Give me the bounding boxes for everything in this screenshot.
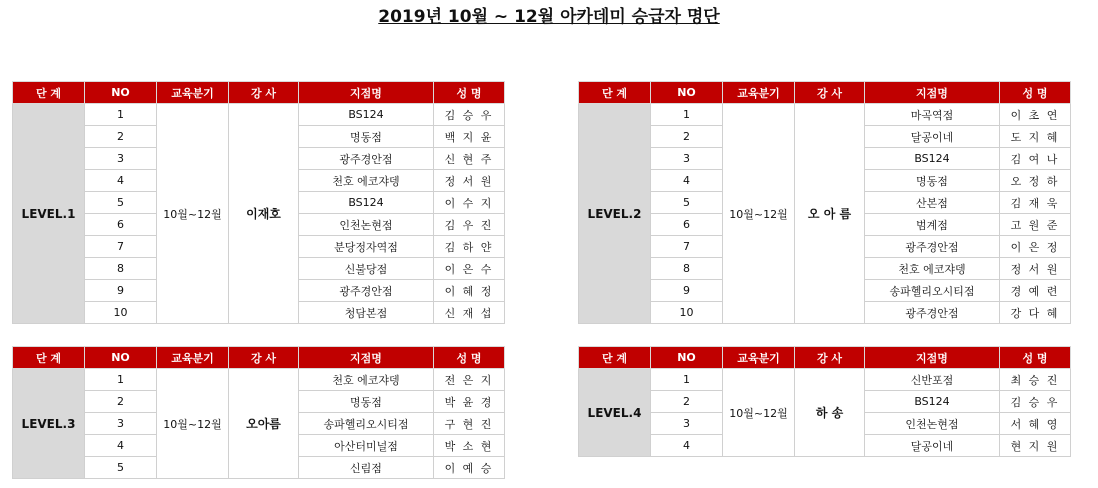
name-cell: 김 승 우 [434,104,505,126]
name-cell: 전 은 지 [434,369,505,391]
table-row [579,104,1071,126]
no-cell: 5 [85,192,157,214]
no-cell: 9 [85,280,157,302]
header-name: 성 명 [1000,82,1071,104]
no-cell: 4 [651,170,723,192]
header-quarter: 교육분기 [723,347,795,369]
level-3-table [12,346,505,479]
no-cell: 2 [651,126,723,148]
level-1-table [12,81,505,324]
name-cell: 김 승 우 [1000,391,1071,413]
branch-cell: 광주경안점 [299,148,434,170]
branch-cell: 송파헬리오시티점 [299,413,434,435]
instructor-cell: 오 아 름 [795,104,865,324]
no-cell: 6 [651,214,723,236]
header-branch: 지점명 [299,82,434,104]
branch-cell: BS124 [865,148,1000,170]
name-cell: 박 소 현 [434,435,505,457]
name-cell: 이 예 승 [434,457,505,479]
name-cell: 이 은 정 [1000,236,1071,258]
instructor-cell: 하 송 [795,369,865,457]
name-cell: 신 현 주 [434,148,505,170]
branch-cell: 광주경안점 [299,280,434,302]
level-cell: LEVEL.1 [13,104,85,324]
no-cell: 9 [651,280,723,302]
branch-cell: 광주경안점 [865,236,1000,258]
no-cell: 3 [85,413,157,435]
name-cell: 이 혜 정 [434,280,505,302]
quarter-cell: 10월~12월 [723,104,795,324]
name-cell: 오 정 하 [1000,170,1071,192]
header-instructor: 강 사 [795,82,865,104]
name-cell: 강 다 혜 [1000,302,1071,324]
header-level: 단 계 [13,82,85,104]
header-name: 성 명 [1000,347,1071,369]
branch-cell: 달공이네 [865,435,1000,457]
quarter-cell: 10월~12월 [157,369,229,479]
no-cell: 5 [85,457,157,479]
no-cell: 1 [651,104,723,126]
no-cell: 7 [85,236,157,258]
name-cell: 이 수 지 [434,192,505,214]
header-instructor: 강 사 [229,82,299,104]
name-cell: 김 우 진 [434,214,505,236]
name-cell: 백 지 윤 [434,126,505,148]
name-cell: 현 지 원 [1000,435,1071,457]
header-level: 단 계 [579,347,651,369]
branch-cell: 천호 에코쟈뎅 [299,369,434,391]
header-instructor: 강 사 [229,347,299,369]
no-cell: 2 [85,391,157,413]
name-cell: 박 윤 경 [434,391,505,413]
no-cell: 4 [85,170,157,192]
no-cell: 2 [651,391,723,413]
header-name: 성 명 [434,82,505,104]
table-header-row [579,82,1071,104]
level-cell: LEVEL.4 [579,369,651,457]
no-cell: 7 [651,236,723,258]
table-row [13,104,505,126]
header-level: 단 계 [579,82,651,104]
no-cell: 2 [85,126,157,148]
header-no: NO [85,82,157,104]
name-cell: 구 현 진 [434,413,505,435]
header-no: NO [85,347,157,369]
table-row [579,369,1071,391]
name-cell: 서 혜 영 [1000,413,1071,435]
branch-cell: 신불당점 [299,258,434,280]
table-header-row [13,82,505,104]
instructor-cell: 이재호 [229,104,299,324]
branch-cell: 명동점 [299,126,434,148]
instructor-cell: 오아름 [229,369,299,479]
header-branch: 지점명 [865,82,1000,104]
header-branch: 지점명 [299,347,434,369]
quarter-cell: 10월~12월 [157,104,229,324]
branch-cell: 명동점 [299,391,434,413]
name-cell: 최 승 진 [1000,369,1071,391]
no-cell: 10 [651,302,723,324]
level-4-table [578,346,1071,457]
branch-cell: 광주경안점 [865,302,1000,324]
branch-cell: 송파헬리오시티점 [865,280,1000,302]
header-branch: 지점명 [865,347,1000,369]
level-cell: LEVEL.2 [579,104,651,324]
no-cell: 3 [651,413,723,435]
header-instructor: 강 사 [795,347,865,369]
header-name: 성 명 [434,347,505,369]
branch-cell: 신반포점 [865,369,1000,391]
table-row [13,369,505,391]
name-cell: 이 초 연 [1000,104,1071,126]
branch-cell: 범계점 [865,214,1000,236]
no-cell: 3 [85,148,157,170]
header-quarter: 교육분기 [157,82,229,104]
no-cell: 8 [85,258,157,280]
no-cell: 5 [651,192,723,214]
name-cell: 경 예 련 [1000,280,1071,302]
no-cell: 1 [85,104,157,126]
branch-cell: 명동점 [865,170,1000,192]
no-cell: 1 [85,369,157,391]
branch-cell: 천호 에코쟈뎅 [865,258,1000,280]
name-cell: 김 하 얀 [434,236,505,258]
branch-cell: 청담본점 [299,302,434,324]
branch-cell: 분당정자역점 [299,236,434,258]
no-cell: 6 [85,214,157,236]
branch-cell: 산본점 [865,192,1000,214]
name-cell: 이 은 수 [434,258,505,280]
header-quarter: 교육분기 [157,347,229,369]
no-cell: 10 [85,302,157,324]
name-cell: 신 재 섭 [434,302,505,324]
branch-cell: 아산터미널점 [299,435,434,457]
no-cell: 1 [651,369,723,391]
quarter-cell: 10월~12월 [723,369,795,457]
branch-cell: 인천논현점 [299,214,434,236]
header-no: NO [651,347,723,369]
name-cell: 김 여 나 [1000,148,1071,170]
level-cell: LEVEL.3 [13,369,85,479]
branch-cell: 신림점 [299,457,434,479]
branch-cell: BS124 [299,104,434,126]
branch-cell: 마곡역점 [865,104,1000,126]
no-cell: 4 [651,435,723,457]
name-cell: 정 서 원 [434,170,505,192]
no-cell: 4 [85,435,157,457]
branch-cell: BS124 [865,391,1000,413]
branch-cell: 인천논현점 [865,413,1000,435]
no-cell: 8 [651,258,723,280]
name-cell: 정 서 원 [1000,258,1071,280]
header-no: NO [651,82,723,104]
page-title: 2019년 10월 ~ 12월 아카데미 승급자 명단 [378,7,720,27]
branch-cell: BS124 [299,192,434,214]
name-cell: 김 재 욱 [1000,192,1071,214]
name-cell: 고 원 준 [1000,214,1071,236]
name-cell: 도 지 혜 [1000,126,1071,148]
table-header-row [13,347,505,369]
header-level: 단 계 [13,347,85,369]
header-quarter: 교육분기 [723,82,795,104]
no-cell: 3 [651,148,723,170]
branch-cell: 천호 에코쟈뎅 [299,170,434,192]
level-2-table [578,81,1071,324]
table-header-row [579,347,1071,369]
branch-cell: 달공이네 [865,126,1000,148]
